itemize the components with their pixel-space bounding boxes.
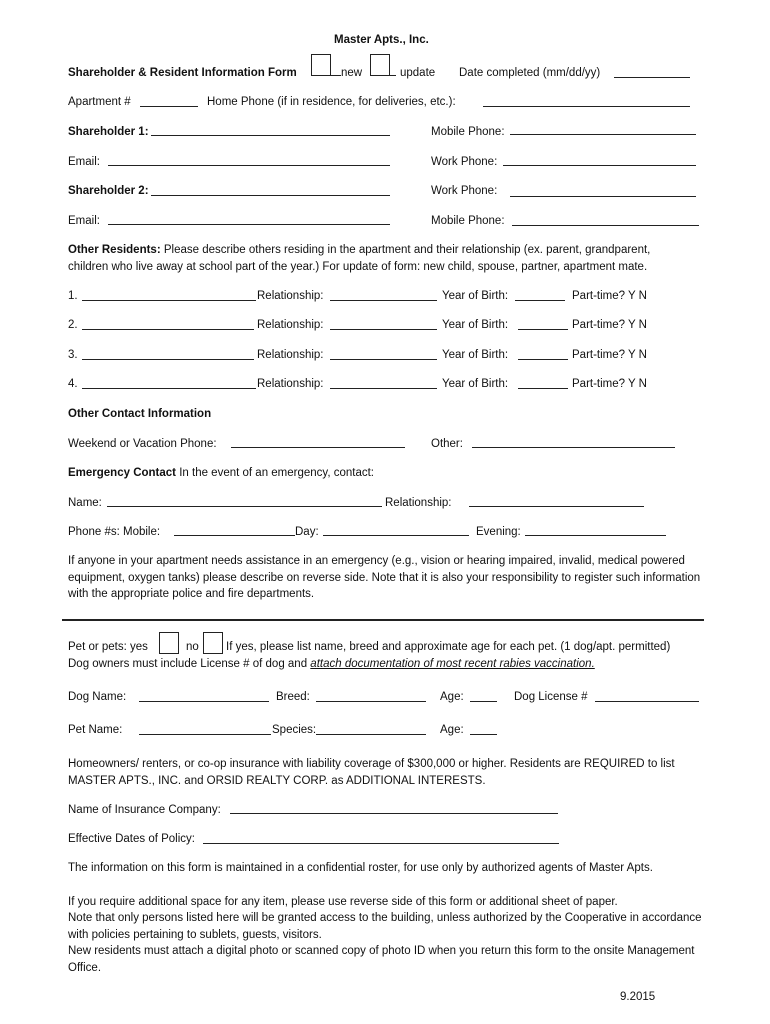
part-time-label[interactable]: Part-time? Y N [572, 378, 647, 390]
apartment-field[interactable] [140, 106, 198, 107]
mobile-phone1-field[interactable] [510, 134, 696, 135]
resident1-relationship-field[interactable] [330, 300, 437, 301]
dog-age-label: Age: [440, 691, 464, 703]
work-phone2-label: Work Phone: [431, 185, 498, 197]
date-completed-field[interactable] [614, 77, 690, 78]
other-contact-heading: Other Contact Information [68, 408, 212, 420]
final-note-2: Note that only persons listed here will be granted access to the building, unless authorized by the Cooperative in accordance with policies pertaining to sublets, guests, visitors. [68, 912, 702, 941]
evening-phone-field[interactable] [525, 535, 666, 536]
resident2-name-field[interactable] [82, 329, 254, 330]
pet-name-field[interactable] [139, 734, 271, 735]
other-residents-text2: children who live away at school part of the year.) For update of form: new child, spouse, partner, apartment mate. [68, 261, 648, 273]
pet-age-field[interactable] [470, 734, 497, 735]
weekend-phone-label: Weekend or Vacation Phone: [68, 438, 217, 450]
relationship-label: Relationship: [257, 290, 324, 302]
shareholder2-label: Shareholder 2: [68, 185, 149, 197]
final-note-3: New residents must attach a digital photo or scanned copy of photo ID when you return this form to the onsite Management Office. [68, 945, 695, 974]
section-divider [62, 619, 704, 621]
email1-label: Email: [68, 156, 100, 168]
resident-num: 3. [68, 349, 78, 361]
rabies-note: attach documentation of most recent rabies vaccination. [310, 658, 595, 670]
work-phone1-field[interactable] [503, 165, 696, 166]
pet-yes-label: Pet or pets: yes [68, 641, 148, 653]
confidential-note: The information on this form is maintained in a confidential roster, for use only by authorized agents of Master Apts. [68, 862, 653, 874]
update-label: update [400, 67, 436, 79]
species-label: Species: [272, 724, 317, 736]
mobile-phone1-label: Mobile Phone: [431, 126, 505, 138]
species-field[interactable] [316, 734, 426, 735]
dog-license-label: Dog License # [514, 691, 588, 703]
year-of-birth-label: Year of Birth: [442, 319, 509, 331]
dog-age-field[interactable] [470, 701, 497, 702]
resident3-name-field[interactable] [82, 359, 254, 360]
email1-field[interactable] [108, 165, 390, 166]
home-phone-field[interactable] [483, 106, 690, 107]
pet-yes-checkbox[interactable] [159, 632, 179, 654]
email2-label: Email: [68, 215, 100, 227]
work-phone1-label: Work Phone: [431, 156, 498, 168]
weekend-phone-field[interactable] [231, 447, 405, 448]
day-label: Day: [295, 526, 319, 538]
resident-num: 2. [68, 319, 78, 331]
insurance-company-label: Name of Insurance Company: [68, 804, 221, 816]
resident3-yob-field[interactable] [518, 359, 568, 360]
other-label: Other: [431, 438, 463, 450]
insurance-paragraph: Homeowners/ renters, or co-op insurance with liability coverage of $300,000 or higher. Residents are REQUIRED to list MASTER APTS., INC. and ORSID REALTY CORP. as ADDITIONAL INTERESTS. [68, 758, 675, 787]
version-label: 9.2015 [620, 991, 656, 1003]
emergency-relationship-label: Relationship: [385, 497, 452, 509]
resident2-relationship-field[interactable] [330, 329, 437, 330]
new-label: new [341, 67, 363, 79]
year-of-birth-label: Year of Birth: [442, 349, 509, 361]
resident-num: 1. [68, 290, 78, 302]
new-checkbox[interactable] [311, 54, 331, 76]
phone-mobile-label: Phone #s: Mobile: [68, 526, 161, 538]
assistance-paragraph: If anyone in your apartment needs assistance in an emergency (e.g., vision or hearing impaired, invalid, medical powered equipment, oxygen tanks) please describe on reverse side. Note that it is also your responsibility to register such information with the appropriate police and fire departments. [68, 555, 701, 600]
dog-owners-note: Dog owners must include License # of dog and attach documentation of most recent rabies vaccination. [68, 658, 595, 670]
emergency-contact-heading: Emergency Contact [68, 467, 177, 479]
effective-dates-field[interactable] [203, 843, 559, 844]
dog-name-label: Dog Name: [68, 691, 127, 703]
page-title: Master Apts., Inc. [334, 34, 429, 46]
resident4-name-field[interactable] [82, 388, 256, 389]
breed-field[interactable] [316, 701, 426, 702]
dog-name-field[interactable] [139, 701, 269, 702]
other-residents-text: Other Residents: Please describe others residing in the apartment and their relationship (ex. parent, grandparent, [68, 244, 651, 256]
emergency-name-field[interactable] [107, 506, 382, 507]
evening-label: Evening: [476, 526, 521, 538]
date-completed-label: Date completed (mm/dd/yy) [459, 67, 601, 79]
part-time-label[interactable]: Part-time? Y N [572, 290, 647, 302]
shareholder1-field[interactable] [151, 135, 390, 136]
home-phone-label: Home Phone (if in residence, for deliveries, etc.): [207, 96, 456, 108]
emergency-relationship-field[interactable] [469, 506, 644, 507]
mobile-phone2-label: Mobile Phone: [431, 215, 505, 227]
dog-license-field[interactable] [595, 701, 699, 702]
update-checkbox[interactable] [370, 54, 390, 76]
insurance-company-field[interactable] [230, 813, 558, 814]
apartment-label: Apartment # [68, 96, 131, 108]
resident1-name-field[interactable] [82, 300, 256, 301]
part-time-label[interactable]: Part-time? Y N [572, 319, 647, 331]
emergency-contact-line: Emergency Contact In the event of an emergency, contact: [68, 467, 374, 479]
pet-no-label: no [186, 641, 199, 653]
pet-age-label: Age: [440, 724, 464, 736]
resident4-yob-field[interactable] [518, 388, 568, 389]
year-of-birth-label: Year of Birth: [442, 290, 509, 302]
shareholder2-field[interactable] [151, 195, 390, 196]
resident4-relationship-field[interactable] [330, 388, 437, 389]
final-note-1: If you require additional space for any item, please use reverse side of this form or additional sheet of paper. [68, 896, 618, 908]
email2-field[interactable] [108, 224, 390, 225]
other-residents-label: Other Residents: [68, 244, 161, 256]
year-of-birth-label: Year of Birth: [442, 378, 509, 390]
resident1-yob-field[interactable] [515, 300, 565, 301]
relationship-label: Relationship: [257, 349, 324, 361]
day-phone-field[interactable] [323, 535, 469, 536]
phone-mobile-field[interactable] [174, 535, 295, 536]
other-field[interactable] [472, 447, 675, 448]
pet-instructions: If yes, please list name, breed and approximate age for each pet. (1 dog/apt. permitted) [226, 641, 671, 653]
pet-name-label: Pet Name: [68, 724, 123, 736]
resident3-relationship-field[interactable] [330, 359, 437, 360]
part-time-label[interactable]: Part-time? Y N [572, 349, 647, 361]
effective-dates-label: Effective Dates of Policy: [68, 833, 195, 845]
breed-label: Breed: [276, 691, 310, 703]
resident-num: 4. [68, 378, 78, 390]
form-title: Shareholder & Resident Information Form [68, 67, 297, 79]
work-phone2-field[interactable] [510, 196, 696, 197]
resident2-yob-field[interactable] [518, 329, 568, 330]
relationship-label: Relationship: [257, 378, 324, 390]
pet-no-checkbox[interactable] [203, 632, 223, 654]
shareholder1-label: Shareholder 1: [68, 126, 149, 138]
relationship-label: Relationship: [257, 319, 324, 331]
mobile-phone2-field[interactable] [512, 225, 699, 226]
emergency-name-label: Name: [68, 497, 102, 509]
